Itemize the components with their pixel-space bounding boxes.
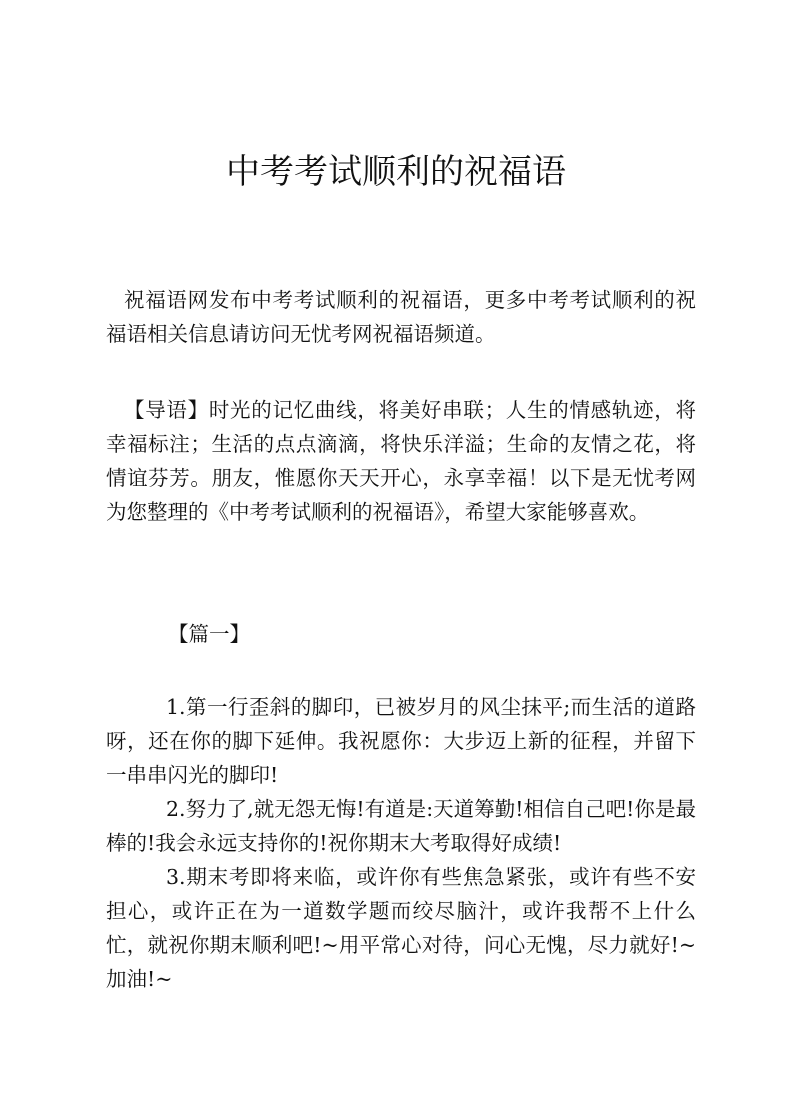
list-item: 2.努力了,就无怨无悔!有道是:天道筹勤!相信自己吧!你是最棒的!我会永远支持你的!祝你期末大考取得好成绩!: [106, 797, 696, 855]
section-heading: 【篇一】: [168, 622, 250, 646]
guide-paragraph: 【导语】时光的记忆曲线，将美好串联；人生的情感轨迹，将幸福标注；生活的点点滴滴，将快乐洋溢；生命的友情之花，将情谊芬芳。朋友，惟愿你天天开心，永享幸福！以下是无忧考网为您整理的《中考考试顺利的祝福语》，希望大家能够喜欢。: [106, 398, 696, 524]
page-title: 中考考试顺利的祝福语: [226, 152, 566, 192]
list-item: 1.第一行歪斜的脚印，已被岁月的风尘抹平;而生活的道路呀，还在你的脚下延伸。我祝愿你：大步迈上新的征程，并留下一串串闪光的脚印!: [106, 695, 696, 787]
list-item: 3.期末考即将来临，或许你有些焦急紧张，或许有些不安担心，或许正在为一道数学题而绞尽脑汁，或许我帮不上什么忙，就祝你期末顺利吧!~用平常心对待，问心无愧，尽力就好!~加油!~: [106, 865, 696, 991]
blessing-list: [106, 690, 696, 996]
intro-paragraph: 祝福语网发布中考考试顺利的祝福语，更多中考考试顺利的祝福语相关信息请访问无忧考网祝福语频道。: [106, 288, 696, 346]
